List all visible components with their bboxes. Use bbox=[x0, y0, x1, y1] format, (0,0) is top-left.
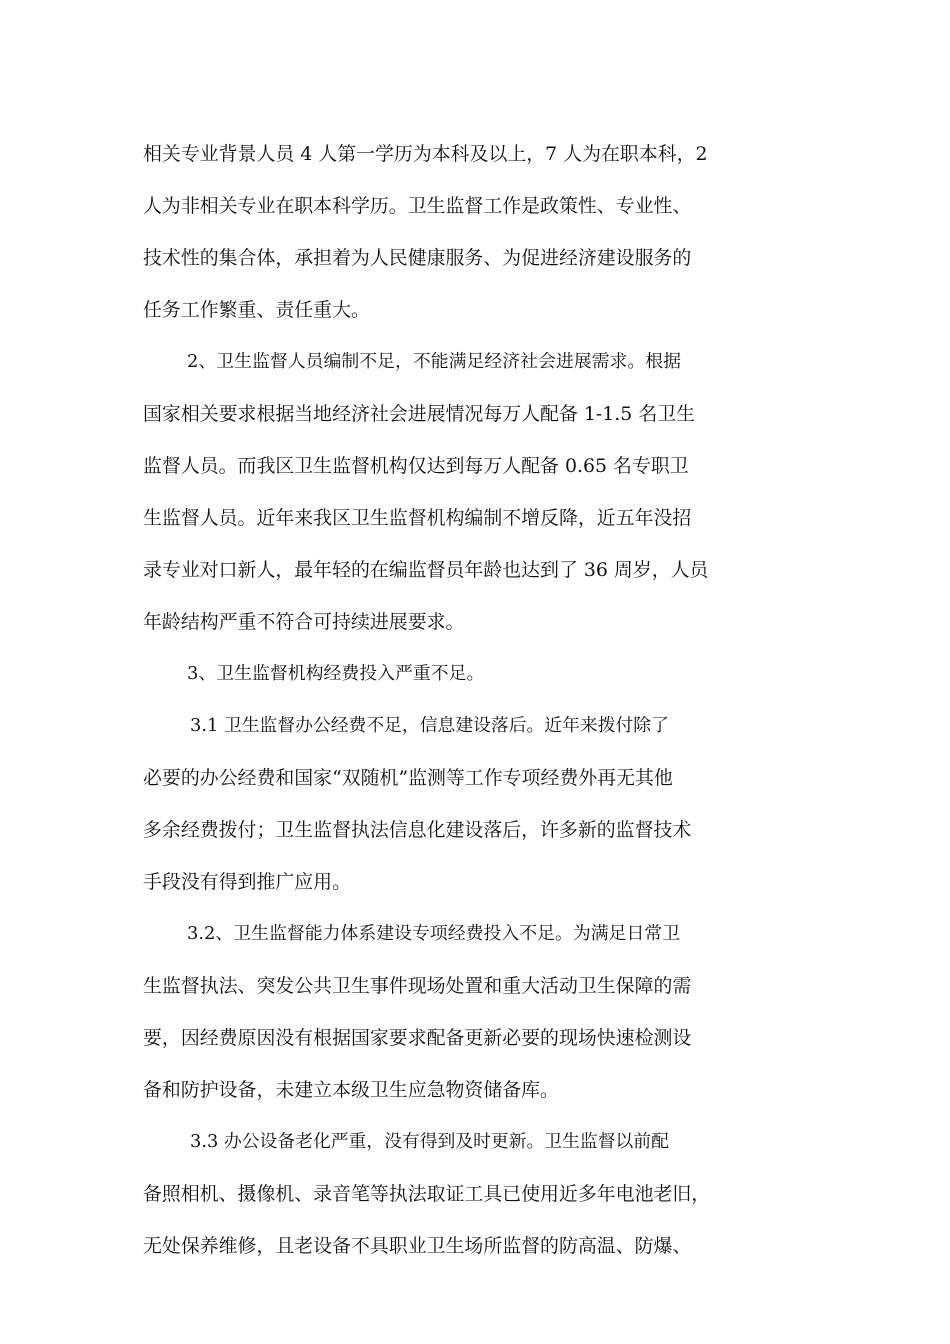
text-line: 技术性的集合体，承担着为人民健康服务、为促进经济建设服务的 bbox=[143, 247, 692, 269]
text-line: 无处保养维修，且老设备不具职业卫生场所监督的防高温、防爆、 bbox=[143, 1235, 692, 1257]
text-line: 2、卫生监督人员编制不足，不能满足经济社会进展需求。根据 bbox=[187, 351, 681, 372]
text-line: 手段没有得到推广应用。 bbox=[143, 871, 351, 893]
text-line: 监督人员。而我区卫生监督机构仅达到每万人配备 0.65 名专职卫 bbox=[143, 455, 689, 477]
text-line: 必要的办公经费和国家“双随机”监测等工作专项经费外再无其他 bbox=[143, 767, 673, 789]
text-line: 3.1 卫生监督办公经费不足，信息建设落后。近年来拨付除了 bbox=[190, 715, 669, 736]
text-line: 相关专业背景人员 4 人第一学历为本科及以上，7 人为在职本科，2 bbox=[143, 143, 708, 165]
text-line: 备照相机、摄像机、录音笔等执法取证工具已使用近多年电池老旧， bbox=[143, 1183, 711, 1205]
text-line: 多余经费拨付；卫生监督执法信息化建设落后，许多新的监督技术 bbox=[143, 819, 692, 841]
text-line: 录专业对口新人，最年轻的在编监督员年龄也达到了 36 周岁，人员 bbox=[143, 559, 709, 581]
text-line: 3、卫生监督机构经费投入严重不足。 bbox=[187, 663, 485, 684]
text-line: 3.2、卫生监督能力体系建设专项经费投入不足。为满足日常卫 bbox=[187, 923, 681, 944]
text-line: 3.3 办公设备老化严重，没有得到及时更新。卫生监督以前配 bbox=[190, 1131, 669, 1152]
text-line: 国家相关要求根据当地经济社会进展情况每万人配备 1-1.5 名卫生 bbox=[143, 403, 696, 425]
text-line: 年龄结构严重不符合可持续进展要求。 bbox=[143, 611, 465, 633]
text-line: 任务工作繁重、责任重大。 bbox=[143, 299, 370, 321]
text-line: 生监督执法、突发公共卫生事件现场处置和重大活动卫生保障的需 bbox=[143, 975, 692, 997]
text-line: 备和防护设备，未建立本级卫生应急物资储备库。 bbox=[143, 1079, 559, 1101]
text-line: 要，因经费原因没有根据国家要求配备更新必要的现场快速检测设 bbox=[143, 1027, 692, 1049]
text-line: 人为非相关专业在职本科学历。卫生监督工作是政策性、专业性、 bbox=[143, 195, 692, 217]
text-line: 生监督人员。近年来我区卫生监督机构编制不增反降，近五年没招 bbox=[143, 507, 692, 529]
